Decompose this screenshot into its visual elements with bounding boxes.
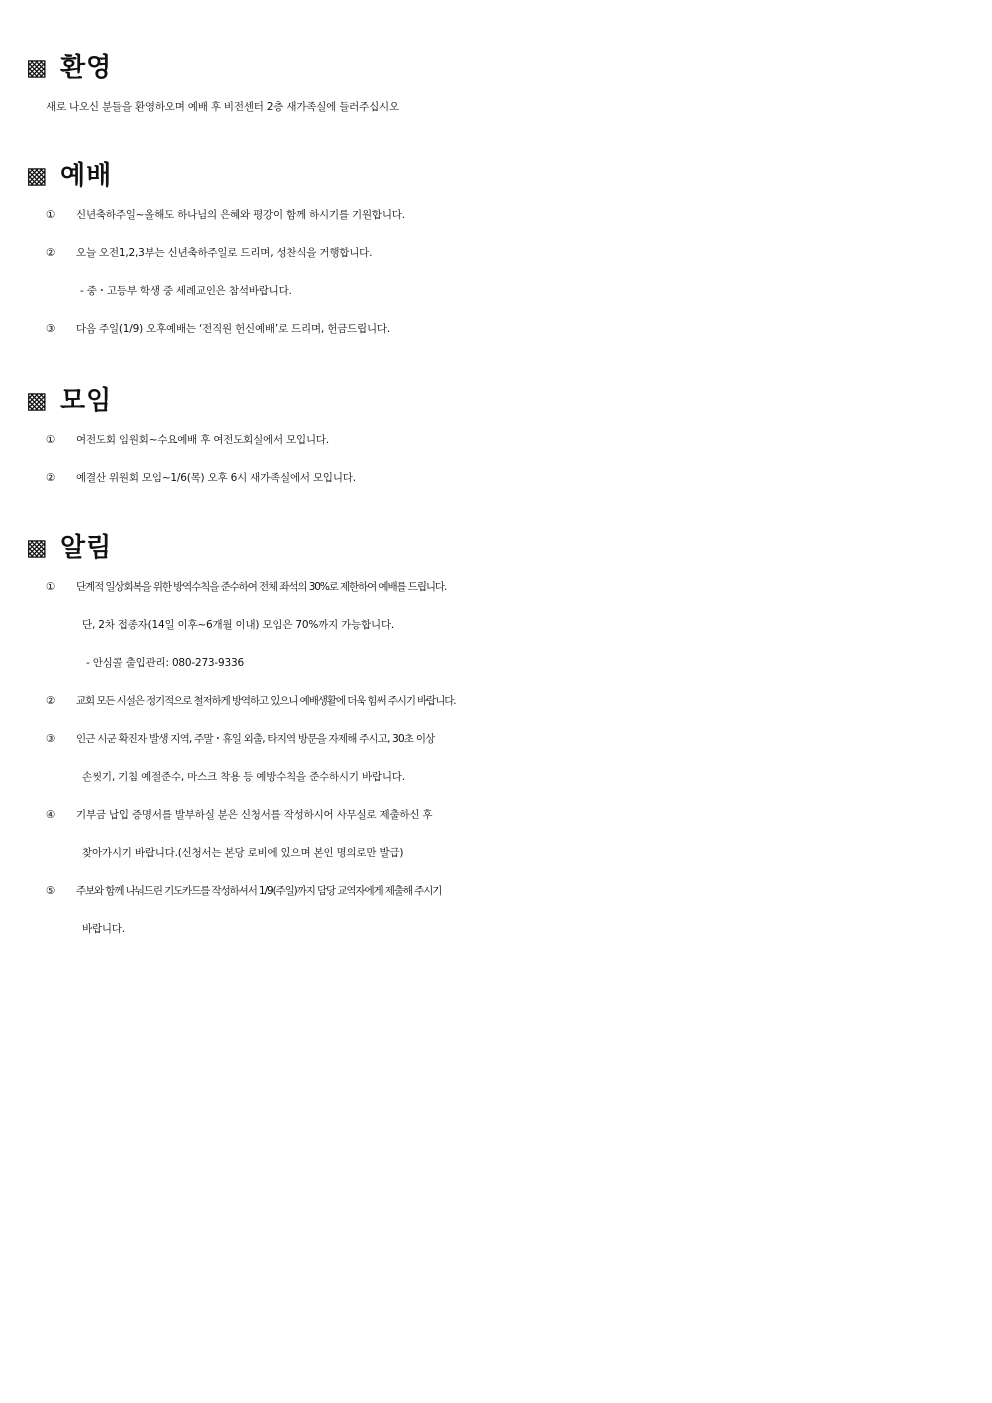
section-heading [26, 158, 976, 194]
list-item [26, 234, 976, 272]
item-number: ① [46, 434, 56, 446]
list-item [26, 796, 976, 834]
item-number: ② [46, 695, 55, 707]
section-title: 예배 [60, 161, 113, 191]
item-number: ② [46, 472, 56, 484]
list-item-continuation: 손씻기, 기침 예절준수, 마스크 착용 등 예방수칙을 준수하시기 바랍니다. [82, 771, 405, 783]
section-heading [26, 383, 976, 419]
list-item [26, 196, 976, 234]
list-item-continuation: 단, 2차 접종자(14일 이후~6개월 이내) 모임은 70%까지 가능합니다. [82, 619, 395, 631]
square-bullet-icon: ▩ [26, 535, 48, 561]
square-bullet-icon: ▩ [26, 55, 48, 81]
item-text: 교회 모든 시설은 정기적으로 철저하게 방역하고 있으니 예배생활에 더욱 힘써 주시기 바랍니다. [76, 695, 456, 707]
item-text: 주보와 함께 나눠드린 기도카드를 작성하셔서 1/9(주일)까지 담당 교역자에게 제출해 주시기 [76, 885, 442, 897]
item-number: ③ [46, 733, 55, 745]
list-item [26, 421, 976, 459]
item-number: ② [46, 247, 56, 259]
item-number: ① [46, 581, 55, 593]
list-item-continuation: 바랍니다. [82, 923, 125, 935]
item-number: ① [46, 209, 56, 221]
section-title: 환영 [60, 53, 113, 83]
list-subitem: - 중・고등부 학생 중 세례교인은 참석바랍니다. [80, 285, 292, 297]
item-text: 예결산 위원회 모임~1/6(목) 오후 6시 새가족실에서 모입니다. [76, 472, 356, 484]
item-text: 인근 시군 확진자 발생 지역, 주말・휴일 외출, 타지역 방문을 자제해 주시고, 30초 이상 [76, 733, 435, 745]
section-notices [26, 530, 976, 948]
item-text: 기부금 납입 증명서를 발부하실 분은 신청서를 작성하시어 사무실로 제출하신 후 [76, 809, 433, 821]
square-bullet-icon: ▩ [26, 388, 48, 414]
item-number: ⑤ [46, 885, 55, 897]
list-item [26, 682, 976, 720]
section-title: 모임 [60, 386, 113, 416]
list-item [26, 459, 976, 497]
item-text: 오늘 오전1,2,3부는 신년축하주일로 드리며, 성찬식을 거행합니다. [76, 247, 373, 259]
item-number: ④ [46, 809, 56, 821]
list-item [26, 720, 976, 758]
section-welcome [26, 50, 976, 126]
section-heading [26, 530, 976, 566]
list-item [26, 872, 976, 910]
item-number: ③ [46, 323, 56, 335]
item-text: 여전도회 임원회~수요예배 후 여전도회실에서 모입니다. [76, 434, 329, 446]
welcome-text: 새로 나오신 분들을 환영하오며 예배 후 비전센터 2층 새가족실에 들러주십시오 [46, 101, 399, 113]
list-item [26, 568, 976, 606]
item-text: 단계적 일상회복을 위한 방역수칙을 준수하여 전체 좌석의 30%로 제한하여 예배를 드립니다. [76, 581, 447, 593]
section-worship [26, 158, 976, 348]
list-subitem: - 안심콜 출입관리: 080-273-9336 [86, 657, 244, 669]
section-heading [26, 50, 976, 86]
list-item-continuation: 찾아가시기 바랍니다.(신청서는 본당 로비에 있으며 본인 명의로만 발급) [82, 847, 404, 859]
section-title: 알림 [60, 533, 113, 563]
item-text: 신년축하주일~올해도 하나님의 은혜와 평강이 함께 하시기를 기원합니다. [76, 209, 405, 221]
list-item [26, 310, 976, 348]
section-meetings [26, 383, 976, 497]
square-bullet-icon: ▩ [26, 163, 48, 189]
item-text: 다음 주일(1/9) 오후예배는 ‘전직원 헌신예배’로 드리며, 헌금드립니다. [76, 323, 390, 335]
